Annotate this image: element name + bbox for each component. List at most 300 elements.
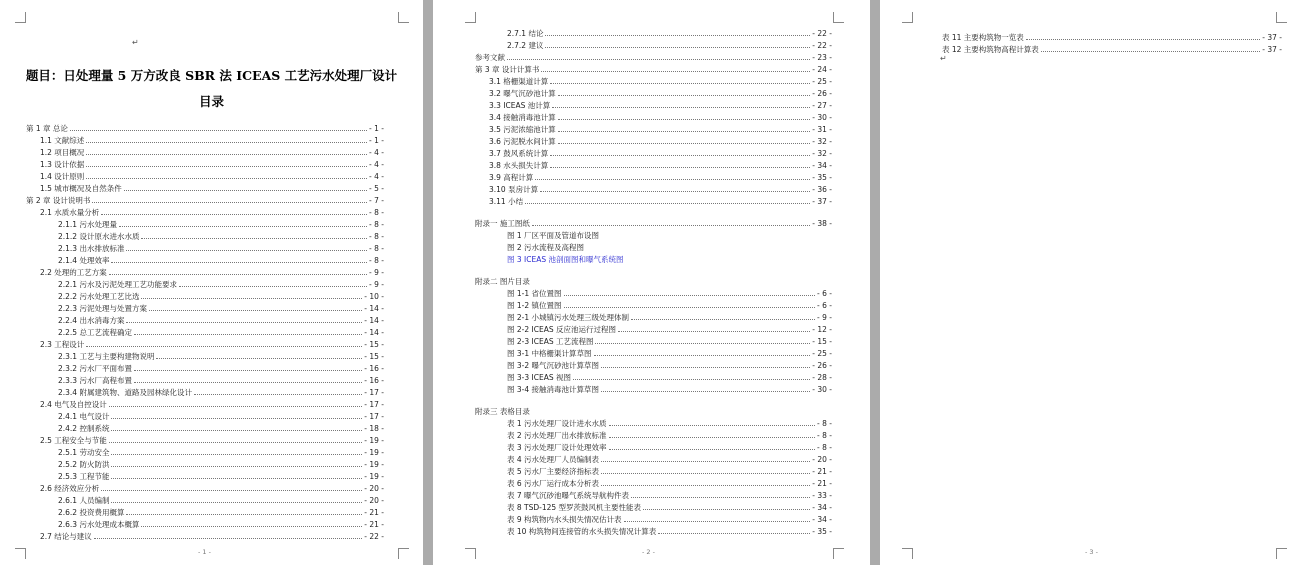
toc-entry[interactable]: [475, 488, 832, 500]
toc-entry-title: 图 3-2 曝气沉砂池计算草图: [507, 361, 600, 370]
dot-leader: [141, 298, 362, 299]
toc-entry-title: 3.3 ICEAS 池计算: [489, 101, 551, 110]
toc-entry-page-number: - 21 -: [364, 520, 384, 529]
toc-entry[interactable]: [26, 277, 384, 289]
toc-entry-title: 附录一 施工图纸: [475, 219, 530, 228]
blank-line: [475, 206, 832, 216]
toc-entry-page-number: - 8 -: [369, 256, 384, 265]
page-number: - 1 -: [198, 548, 211, 556]
toc-entry[interactable]: [26, 181, 384, 193]
toc-entry[interactable]: [475, 440, 832, 452]
toc-entry-title: 2.6 经济效应分析: [40, 484, 100, 493]
toc-entry-page-number: - 16 -: [364, 376, 384, 385]
toc-entry[interactable]: [475, 216, 832, 228]
page-number: - 2 -: [642, 548, 655, 556]
toc-entry-page-number: - 19 -: [364, 436, 384, 445]
toc-entry-title: 1.5 城市概况及自然条件: [40, 184, 122, 193]
dot-leader: [545, 47, 810, 48]
dot-leader: [141, 526, 362, 527]
dot-leader: [545, 35, 810, 36]
toc-entry[interactable]: [475, 416, 832, 428]
dot-leader: [541, 71, 810, 72]
toc-entry-page-number: - 37 -: [812, 197, 832, 206]
toc-entry[interactable]: [26, 169, 384, 181]
dot-leader: [70, 130, 367, 131]
toc-entry[interactable]: [26, 205, 384, 217]
dot-leader: [507, 59, 810, 60]
toc-entry-title: 参考文献: [475, 53, 505, 62]
dot-leader: [86, 154, 367, 155]
toc-heading: 目录: [198, 94, 224, 109]
toc-entry[interactable]: [475, 122, 832, 134]
toc-entry[interactable]: [26, 385, 384, 397]
toc-entry-title: 表 7 曝气沉砂池曝气系统导航构件表: [507, 491, 630, 500]
toc-entry-title: 1.2 项目概况: [40, 148, 85, 157]
dot-leader: [609, 449, 816, 450]
crop-mark: [902, 12, 913, 23]
toc-entry-page-number: - 22 -: [812, 41, 832, 50]
toc-entry[interactable]: [26, 481, 384, 493]
toc-entry-title: 2.1.1 污水处理量: [58, 220, 117, 229]
toc-entry-page-number: - 32 -: [812, 137, 832, 146]
toc-entry-page-number: - 1 -: [369, 136, 384, 145]
dot-leader: [558, 95, 810, 96]
toc-entry-page-number: - 14 -: [364, 328, 384, 337]
toc-entry-page-number: - 38 -: [812, 219, 832, 228]
toc-entry[interactable]: [475, 146, 832, 158]
toc-entry-title: 3.10 泵房计算: [489, 185, 539, 194]
toc-entry-page-number: - 9 -: [817, 313, 832, 322]
toc-entry-title: 2.5.1 劳动安全: [58, 448, 110, 457]
toc-entry-page-number: - 23 -: [812, 53, 832, 62]
toc-entry[interactable]: [26, 241, 384, 253]
toc-entry-page-number: - 14 -: [364, 316, 384, 325]
toc-entry[interactable]: [26, 301, 384, 313]
toc-entry-page-number: - 19 -: [364, 460, 384, 469]
dot-leader: [558, 143, 810, 144]
toc-entry-title: 表 9 构筑物内水头损失情况估计表: [507, 515, 622, 524]
toc-entry-title: 图 3-4 接触消毒池计算草图: [507, 385, 600, 394]
toc-entry[interactable]: [475, 464, 832, 476]
dot-leader: [595, 343, 810, 344]
dot-leader: [558, 131, 810, 132]
toc-entry-title: 3.7 鼓风系统计算: [489, 149, 549, 158]
document-page-1: [0, 0, 423, 565]
toc-entry-title: 表 2 污水处理厂出水排放标准: [507, 431, 607, 440]
toc-entry[interactable]: [26, 289, 384, 301]
dot-leader: [535, 179, 810, 180]
toc-entry-title: 第 3 章 设计计算书: [475, 65, 540, 74]
crop-mark: [833, 548, 844, 559]
toc-entry[interactable]: [26, 493, 384, 505]
toc-entry-page-number: - 37 -: [1262, 45, 1282, 54]
toc-entry-title: 2.6.1 人员编制: [58, 496, 110, 505]
dot-leader: [141, 238, 367, 239]
toc-entry-title: 图 1 厂区平面及管道布设图: [507, 231, 600, 240]
toc-entry-page-number: - 21 -: [812, 467, 832, 476]
toc-entry-page-number: - 26 -: [812, 89, 832, 98]
dot-leader: [550, 155, 810, 156]
toc-entry[interactable]: [26, 145, 384, 157]
toc-entry-page-number: - 15 -: [364, 340, 384, 349]
document-page-2: [433, 0, 870, 565]
toc-entry[interactable]: [26, 265, 384, 277]
toc-entry[interactable]: [475, 334, 832, 346]
toc-entry-page-number: - 9 -: [369, 280, 384, 289]
dot-leader: [631, 319, 815, 320]
toc-entry-page-number: - 25 -: [812, 77, 832, 86]
toc-entry[interactable]: [26, 517, 384, 529]
dot-leader: [109, 274, 367, 275]
toc-entry[interactable]: [475, 50, 832, 62]
toc-entry[interactable]: [475, 158, 832, 170]
toc-entry[interactable]: [475, 86, 832, 98]
toc-entry[interactable]: [26, 397, 384, 409]
toc-entry[interactable]: [475, 382, 832, 394]
toc-entry[interactable]: [26, 457, 384, 469]
table-of-contents: [26, 121, 384, 541]
dot-leader: [558, 119, 810, 120]
toc-entry-title: 2.1.3 出水排放标准: [58, 244, 125, 253]
dot-leader: [532, 225, 810, 226]
toc-entry-page-number: - 33 -: [812, 491, 832, 500]
toc-entry[interactable]: [475, 428, 832, 440]
dot-leader: [86, 166, 367, 167]
crop-mark: [902, 548, 913, 559]
toc-entry[interactable]: [475, 298, 832, 310]
page-number: - 3 -: [1085, 548, 1098, 556]
toc-entry-page-number: - 4 -: [369, 160, 384, 169]
toc-entry[interactable]: [475, 170, 832, 182]
toc-entry-page-number: - 8 -: [817, 443, 832, 452]
toc-entry-title: 表 12 主要构筑物高程计算表: [942, 45, 1039, 54]
toc-entry-page-number: - 27 -: [812, 101, 832, 110]
toc-entry[interactable]: [26, 133, 384, 145]
toc-entry-title: 表 1 污水处理厂设计进水水质: [507, 419, 607, 428]
dot-leader: [609, 425, 816, 426]
toc-entry-title: 2.3 工程设计: [40, 340, 85, 349]
blank-line: [475, 264, 832, 274]
toc-entry-page-number: - 22 -: [812, 29, 832, 38]
toc-entry-title: 2.1 水质水量分析: [40, 208, 100, 217]
toc-entry[interactable]: [26, 217, 384, 229]
toc-entry[interactable]: [475, 524, 832, 536]
toc-entry-title: 3.4 接触消毒池计算: [489, 113, 556, 122]
toc-entry-title: 2.3.2 污水厂平面布置: [58, 364, 132, 373]
toc-entry-title: 3.6 污泥脱水间计算: [489, 137, 556, 146]
crop-mark: [833, 12, 844, 23]
toc-entry-title: 2.6.3 污水处理成本概算: [58, 520, 140, 529]
toc-entry[interactable]: [475, 26, 832, 38]
toc-entry[interactable]: [26, 337, 384, 349]
toc-entry-title: 表 10 构筑物间连接管的水头损失情况计算表: [507, 527, 657, 536]
toc-entry-title: 2.2.4 出水消毒方案: [58, 316, 125, 325]
dot-leader: [109, 406, 362, 407]
dot-leader: [86, 142, 367, 143]
toc-entry-title: 2.5.2 防火防洪: [58, 460, 110, 469]
toc-entry-page-number: - 17 -: [364, 388, 384, 397]
toc-entry-page-number: - 34 -: [812, 503, 832, 512]
dot-leader: [111, 454, 362, 455]
toc-entry-page-number: - 8 -: [369, 208, 384, 217]
toc-entry[interactable]: [26, 445, 384, 457]
toc-entry-page-number: - 21 -: [364, 508, 384, 517]
toc-entry-page-number: - 8 -: [817, 419, 832, 428]
toc-entry-page-number: - 26 -: [812, 361, 832, 370]
dot-leader: [601, 391, 810, 392]
dot-leader: [94, 538, 362, 539]
dot-leader: [624, 521, 811, 522]
toc-entry-title: 2.2.1 污水及污泥处理工艺功能要求: [58, 280, 177, 289]
toc-entry-title: 2.2 处理的工艺方案: [40, 268, 107, 277]
toc-entry[interactable]: [475, 476, 832, 488]
toc-entry[interactable]: [475, 404, 832, 416]
toc-entry[interactable]: [475, 310, 832, 322]
toc-entry-title: 2.2.3 污泥处理与处置方案: [58, 304, 147, 313]
toc-entry-title: 1.4 设计原则: [40, 172, 85, 181]
toc-entry[interactable]: [26, 373, 384, 385]
document-page-3: [880, 0, 1306, 565]
toc-entry-page-number: - 24 -: [812, 65, 832, 74]
toc-entry-page-number: - 35 -: [812, 173, 832, 182]
toc-entry[interactable]: [26, 505, 384, 517]
dot-leader: [1026, 39, 1260, 40]
toc-entry-title: 附录三 表格目录: [475, 407, 530, 416]
toc-entry-title: 2.4.2 控制系统: [58, 424, 110, 433]
toc-entry[interactable]: [475, 322, 832, 334]
toc-entry[interactable]: [26, 349, 384, 361]
toc-entry-page-number: - 20 -: [812, 455, 832, 464]
dot-leader: [149, 310, 362, 311]
toc-entry-title: 2.4 电气及自控设计: [40, 400, 107, 409]
toc-entry-title: 3.11 小结: [489, 197, 524, 206]
toc-entry-title: 表 3 污水处理厂设计处理效率: [507, 443, 607, 452]
toc-entry-page-number: - 32 -: [812, 149, 832, 158]
dot-leader: [1041, 51, 1260, 52]
dot-leader: [601, 473, 810, 474]
toc-entry-title: 表 8 TSD-125 型罗茨鼓风机主要性能表: [507, 503, 642, 512]
dot-leader: [179, 286, 367, 287]
toc-entry-page-number: - 1 -: [369, 124, 384, 133]
toc-entry-page-number: - 30 -: [812, 385, 832, 394]
toc-entry-page-number: - 37 -: [1262, 33, 1282, 42]
toc-entry-page-number: - 31 -: [812, 125, 832, 134]
toc-entry-page-number: - 25 -: [812, 349, 832, 358]
toc-entry-page-number: - 36 -: [812, 185, 832, 194]
toc-entry-page-number: - 6 -: [817, 301, 832, 310]
toc-entry[interactable]: [475, 274, 832, 286]
toc-entry-title: 图 1-1 省位置图: [507, 289, 562, 298]
dot-leader: [618, 331, 810, 332]
dot-leader: [101, 214, 367, 215]
toc-entry-page-number: - 18 -: [364, 424, 384, 433]
toc-entry[interactable]: [475, 110, 832, 122]
toc-entry[interactable]: [475, 252, 832, 264]
toc-entry-title: 图 2-3 ICEAS 工艺流程图: [507, 337, 594, 346]
dot-leader: [540, 191, 810, 192]
toc-entry-title: 2.7 结论与建议: [40, 532, 92, 541]
dot-leader: [573, 379, 810, 380]
dot-leader: [156, 358, 362, 359]
toc-entry-page-number: - 15 -: [812, 337, 832, 346]
toc-entry-page-number: - 10 -: [364, 292, 384, 301]
toc-entry-title: 图 3-1 中格栅渠计算草图: [507, 349, 592, 358]
toc-entry-page-number: - 6 -: [817, 289, 832, 298]
dot-leader: [111, 478, 362, 479]
dot-leader: [550, 83, 810, 84]
toc-entry[interactable]: [475, 134, 832, 146]
toc-entry-title: 图 2-2 ICEAS 反应池运行过程图: [507, 325, 616, 334]
toc-entry[interactable]: [942, 42, 1282, 54]
toc-entry-title: 图 2 污水流程及高程图: [507, 243, 585, 252]
toc-entry-page-number: - 7 -: [369, 196, 384, 205]
toc-entry-page-number: - 9 -: [369, 268, 384, 277]
toc-entry[interactable]: [475, 38, 832, 50]
toc-entry[interactable]: [26, 157, 384, 169]
toc-entry[interactable]: [26, 433, 384, 445]
toc-entry-title: 图 3-3 ICEAS 视图: [507, 373, 571, 382]
toc-entry[interactable]: [26, 361, 384, 373]
toc-entry-title: 3.9 高程计算: [489, 173, 534, 182]
toc-entry-page-number: - 8 -: [369, 220, 384, 229]
toc-entry-page-number: - 20 -: [364, 484, 384, 493]
toc-entry[interactable]: [475, 240, 832, 252]
toc-entry-title: 2.1.2 设计原水进水水质: [58, 232, 140, 241]
toc-entry[interactable]: [26, 325, 384, 337]
toc-entry-page-number: - 15 -: [364, 352, 384, 361]
toc-entry[interactable]: [475, 358, 832, 370]
dot-leader: [194, 394, 362, 395]
dot-leader: [564, 307, 816, 308]
toc-entry[interactable]: [475, 228, 832, 240]
toc-entry[interactable]: [26, 469, 384, 481]
toc-entry[interactable]: [475, 62, 832, 74]
dot-leader: [111, 418, 362, 419]
dot-leader: [601, 367, 810, 368]
toc-entry[interactable]: [475, 452, 832, 464]
dot-leader: [658, 533, 810, 534]
toc-entry-page-number: - 20 -: [364, 496, 384, 505]
dot-leader: [601, 485, 810, 486]
toc-entry[interactable]: [475, 98, 832, 110]
toc-entry[interactable]: [26, 313, 384, 325]
toc-entry[interactable]: [475, 182, 832, 194]
crop-mark: [15, 12, 26, 23]
toc-entry-title: 表 5 污水厂主要经济指标表: [507, 467, 600, 476]
toc-entry-title: 2.2.5 总工艺流程确定: [58, 328, 132, 337]
toc-entry[interactable]: [475, 194, 832, 206]
dot-leader: [594, 355, 811, 356]
toc-entry-title: 2.4.1 电气设计: [58, 412, 110, 421]
toc-entry-title: 2.7.1 结论: [507, 29, 544, 38]
toc-entry-page-number: - 4 -: [369, 172, 384, 181]
toc-entry-page-number: - 8 -: [369, 232, 384, 241]
document-title: 题目：日处理量 5 万方改良 SBR 法 ICEAS 工艺污水处理厂设计: [25, 68, 398, 83]
toc-entry-title: 3.1 格栅渠道计算: [489, 77, 549, 86]
dot-leader: [111, 466, 362, 467]
toc-entry[interactable]: [26, 529, 384, 541]
paragraph-mark: ↵: [940, 54, 947, 63]
toc-entry-page-number: - 4 -: [369, 148, 384, 157]
toc-entry[interactable]: [475, 500, 832, 512]
toc-entry-title: 2.1.4 处理效率: [58, 256, 110, 265]
dot-leader: [109, 442, 362, 443]
toc-entry[interactable]: [475, 286, 832, 298]
toc-entry-title: 1.1 文献综述: [40, 136, 85, 145]
crop-mark: [465, 12, 476, 23]
toc-entry-title: 2.3.1 工艺与主要构建物说明: [58, 352, 155, 361]
blank-line: [475, 394, 832, 404]
toc-entry-title: 2.6.2 投资费用概算: [58, 508, 125, 517]
toc-entry[interactable]: [475, 512, 832, 524]
crop-mark: [398, 12, 409, 23]
toc-entry-page-number: - 19 -: [364, 472, 384, 481]
crop-mark: [1276, 548, 1287, 559]
toc-entry-title: 2.7.2 建议: [507, 41, 544, 50]
toc-entry-title: 2.5.3 工程节能: [58, 472, 110, 481]
toc-entry-title: 1.3 设计依据: [40, 160, 85, 169]
toc-entry-page-number: - 12 -: [812, 325, 832, 334]
toc-entry[interactable]: [26, 229, 384, 241]
toc-entry-page-number: - 5 -: [369, 184, 384, 193]
dot-leader: [111, 502, 362, 503]
toc-entry[interactable]: [26, 193, 384, 205]
toc-entry-title: 图 1-2 镇位置图: [507, 301, 562, 310]
dot-leader: [86, 178, 367, 179]
dot-leader: [564, 295, 816, 296]
dot-leader: [111, 430, 362, 431]
toc-entry[interactable]: [475, 74, 832, 86]
dot-leader: [101, 490, 362, 491]
dot-leader: [525, 203, 810, 204]
toc-entry-title: 图 2-1 小城镇污水处理三级处理体制: [507, 313, 630, 322]
toc-entry[interactable]: [26, 409, 384, 421]
toc-entry-page-number: - 17 -: [364, 412, 384, 421]
table-of-contents-continued: [942, 30, 1282, 54]
toc-entry-title: 表 11 主要构筑物一览表: [942, 33, 1024, 42]
dot-leader: [119, 226, 367, 227]
toc-entry-page-number: - 17 -: [364, 400, 384, 409]
toc-entry-page-number: - 8 -: [369, 244, 384, 253]
toc-entry-title: 3.8 水头损失计算: [489, 161, 549, 170]
toc-entry[interactable]: [942, 30, 1282, 42]
toc-entry[interactable]: [26, 121, 384, 133]
toc-entry-title: 第 1 章 总论: [26, 124, 68, 133]
toc-entry-title: 2.2.2 污水处理工艺比选: [58, 292, 140, 301]
dot-leader: [601, 461, 810, 462]
toc-entry-page-number: - 34 -: [812, 161, 832, 170]
dot-leader: [126, 250, 367, 251]
dot-leader: [550, 167, 810, 168]
dot-leader: [134, 370, 362, 371]
toc-entry-title: 表 6 污水厂运行成本分析表: [507, 479, 600, 488]
toc-entry-title: 第 2 章 设计说明书: [26, 196, 91, 205]
paragraph-mark: ↵: [132, 38, 139, 47]
crop-mark: [1276, 12, 1287, 23]
dot-leader: [111, 262, 367, 263]
toc-entry-page-number: - 16 -: [364, 364, 384, 373]
toc-entry[interactable]: [475, 346, 832, 358]
toc-entry-title: 3.2 曝气沉砂池计算: [489, 89, 556, 98]
toc-entry-title: 3.5 污泥浓缩池计算: [489, 125, 556, 134]
toc-entry[interactable]: [475, 370, 832, 382]
toc-entry[interactable]: [26, 421, 384, 433]
toc-entry-page-number: - 30 -: [812, 113, 832, 122]
toc-entry-title: 2.5 工程安全与节能: [40, 436, 107, 445]
toc-entry-title: 表 4 污水处理厂人员编制表: [507, 455, 600, 464]
toc-entry[interactable]: [26, 253, 384, 265]
toc-entry-page-number: - 28 -: [812, 373, 832, 382]
